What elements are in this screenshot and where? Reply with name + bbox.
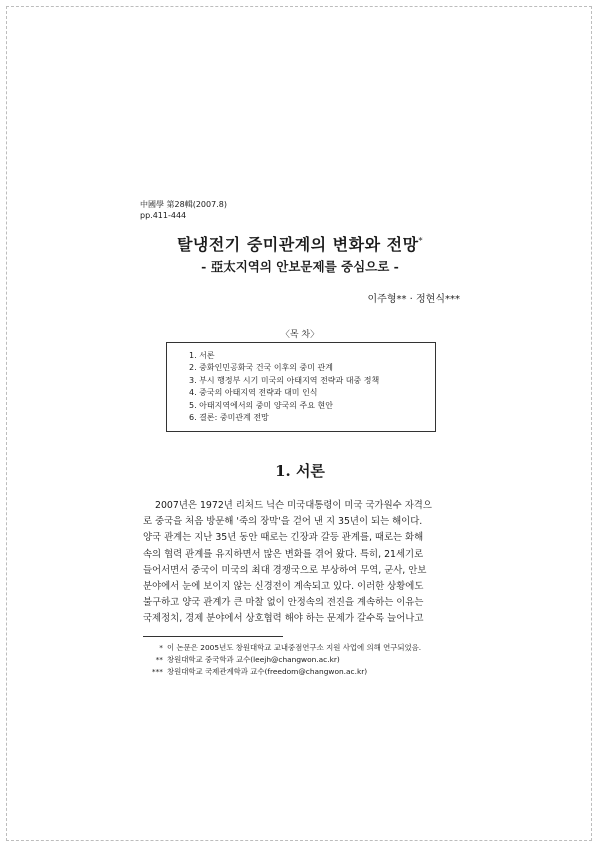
footnote-text: 창원대학교 국제관계학과 교수(freedom@changwon.ac.kr) — [167, 666, 368, 676]
toc-title: 〈목 차〉 — [280, 330, 320, 340]
footnote-text: 이 논문은 2005년도 창원대학교 교내중점연구소 지원 사업에 의해 연구되었음. — [167, 643, 422, 652]
body-line: 2007년은 1972년 리처드 닉슨 미국대통령이 미국 국가원수 자격으 — [155, 500, 432, 511]
toc-item: 6. 결론: 중미관계 전망 — [189, 413, 269, 423]
toc-item: 1. 서론 — [189, 351, 215, 360]
footnote-mark: *** — [151, 666, 163, 676]
journal-pages: pp.411-444 — [140, 211, 187, 220]
body-line: 속의 협력 관계를 유지하면서 많은 변화를 겪어 왔다. 특히, 21세기로 — [143, 548, 424, 560]
footnote-mark: ** — [155, 654, 163, 664]
footnote-mark: * — [159, 643, 163, 652]
toc-item: 3. 부시 행정부 시기 미국의 아태지역 전략과 대중 정책 — [189, 375, 380, 385]
title-footnote-mark: * — [418, 236, 424, 246]
paper-title — [0, 232, 600, 255]
body-line: 불구하고 양국 관계가 큰 마찰 없이 안정속의 전진을 계속하는 이유는 — [143, 597, 424, 609]
body-line: 양국 관계는 지난 35년 동안 때로는 긴장과 갈등 관계를, 때로는 화해 — [143, 532, 424, 544]
journal-info — [140, 199, 227, 221]
footnotes — [145, 642, 421, 677]
body-line: 로 중국을 처음 방문해 '죽의 장막'을 걷어 낸 지 35년이 되는 해이다. — [143, 516, 423, 528]
toc-item: 5. 아태지역에서의 중미 양국의 주요 현안 — [189, 400, 333, 410]
footnote-divider — [143, 636, 283, 637]
paper-subtitle: - 亞太지역의 안보문제를 중심으로 - — [201, 259, 399, 274]
body-line: 분야에서 눈에 보이지 않는 신경전이 계속되고 있다. 이러한 상황에도 — [143, 581, 424, 593]
body-line: 들어서면서 중국이 미국의 최대 경쟁국으로 부상하여 무역, 군사, 안보 — [143, 564, 427, 576]
table-of-contents — [166, 342, 436, 432]
authors: 이주형** · 정현식*** — [367, 294, 460, 305]
toc-item: 2. 중화인민공화국 건국 이후의 중미 관계 — [189, 363, 333, 373]
footnote — [145, 666, 421, 678]
body-line: 국제정치, 경제 분야에서 상호협력 해야 하는 문제가 갈수록 늘어나고 — [143, 613, 424, 625]
body-paragraph — [143, 498, 463, 628]
footnote — [145, 654, 421, 666]
section-heading: 1. 서론 — [275, 462, 325, 480]
footnote — [145, 642, 421, 654]
footnote-text: 창원대학교 중국학과 교수(leejh@changwon.ac.kr) — [167, 654, 340, 664]
journal-issue: 中國學 第28輯(2007.8) — [140, 200, 227, 209]
paper-title-text: 탈냉전기 중미관계의 변화와 전망 — [176, 235, 419, 254]
toc-item: 4. 중국의 아태지역 전략과 대미 인식 — [189, 388, 318, 398]
